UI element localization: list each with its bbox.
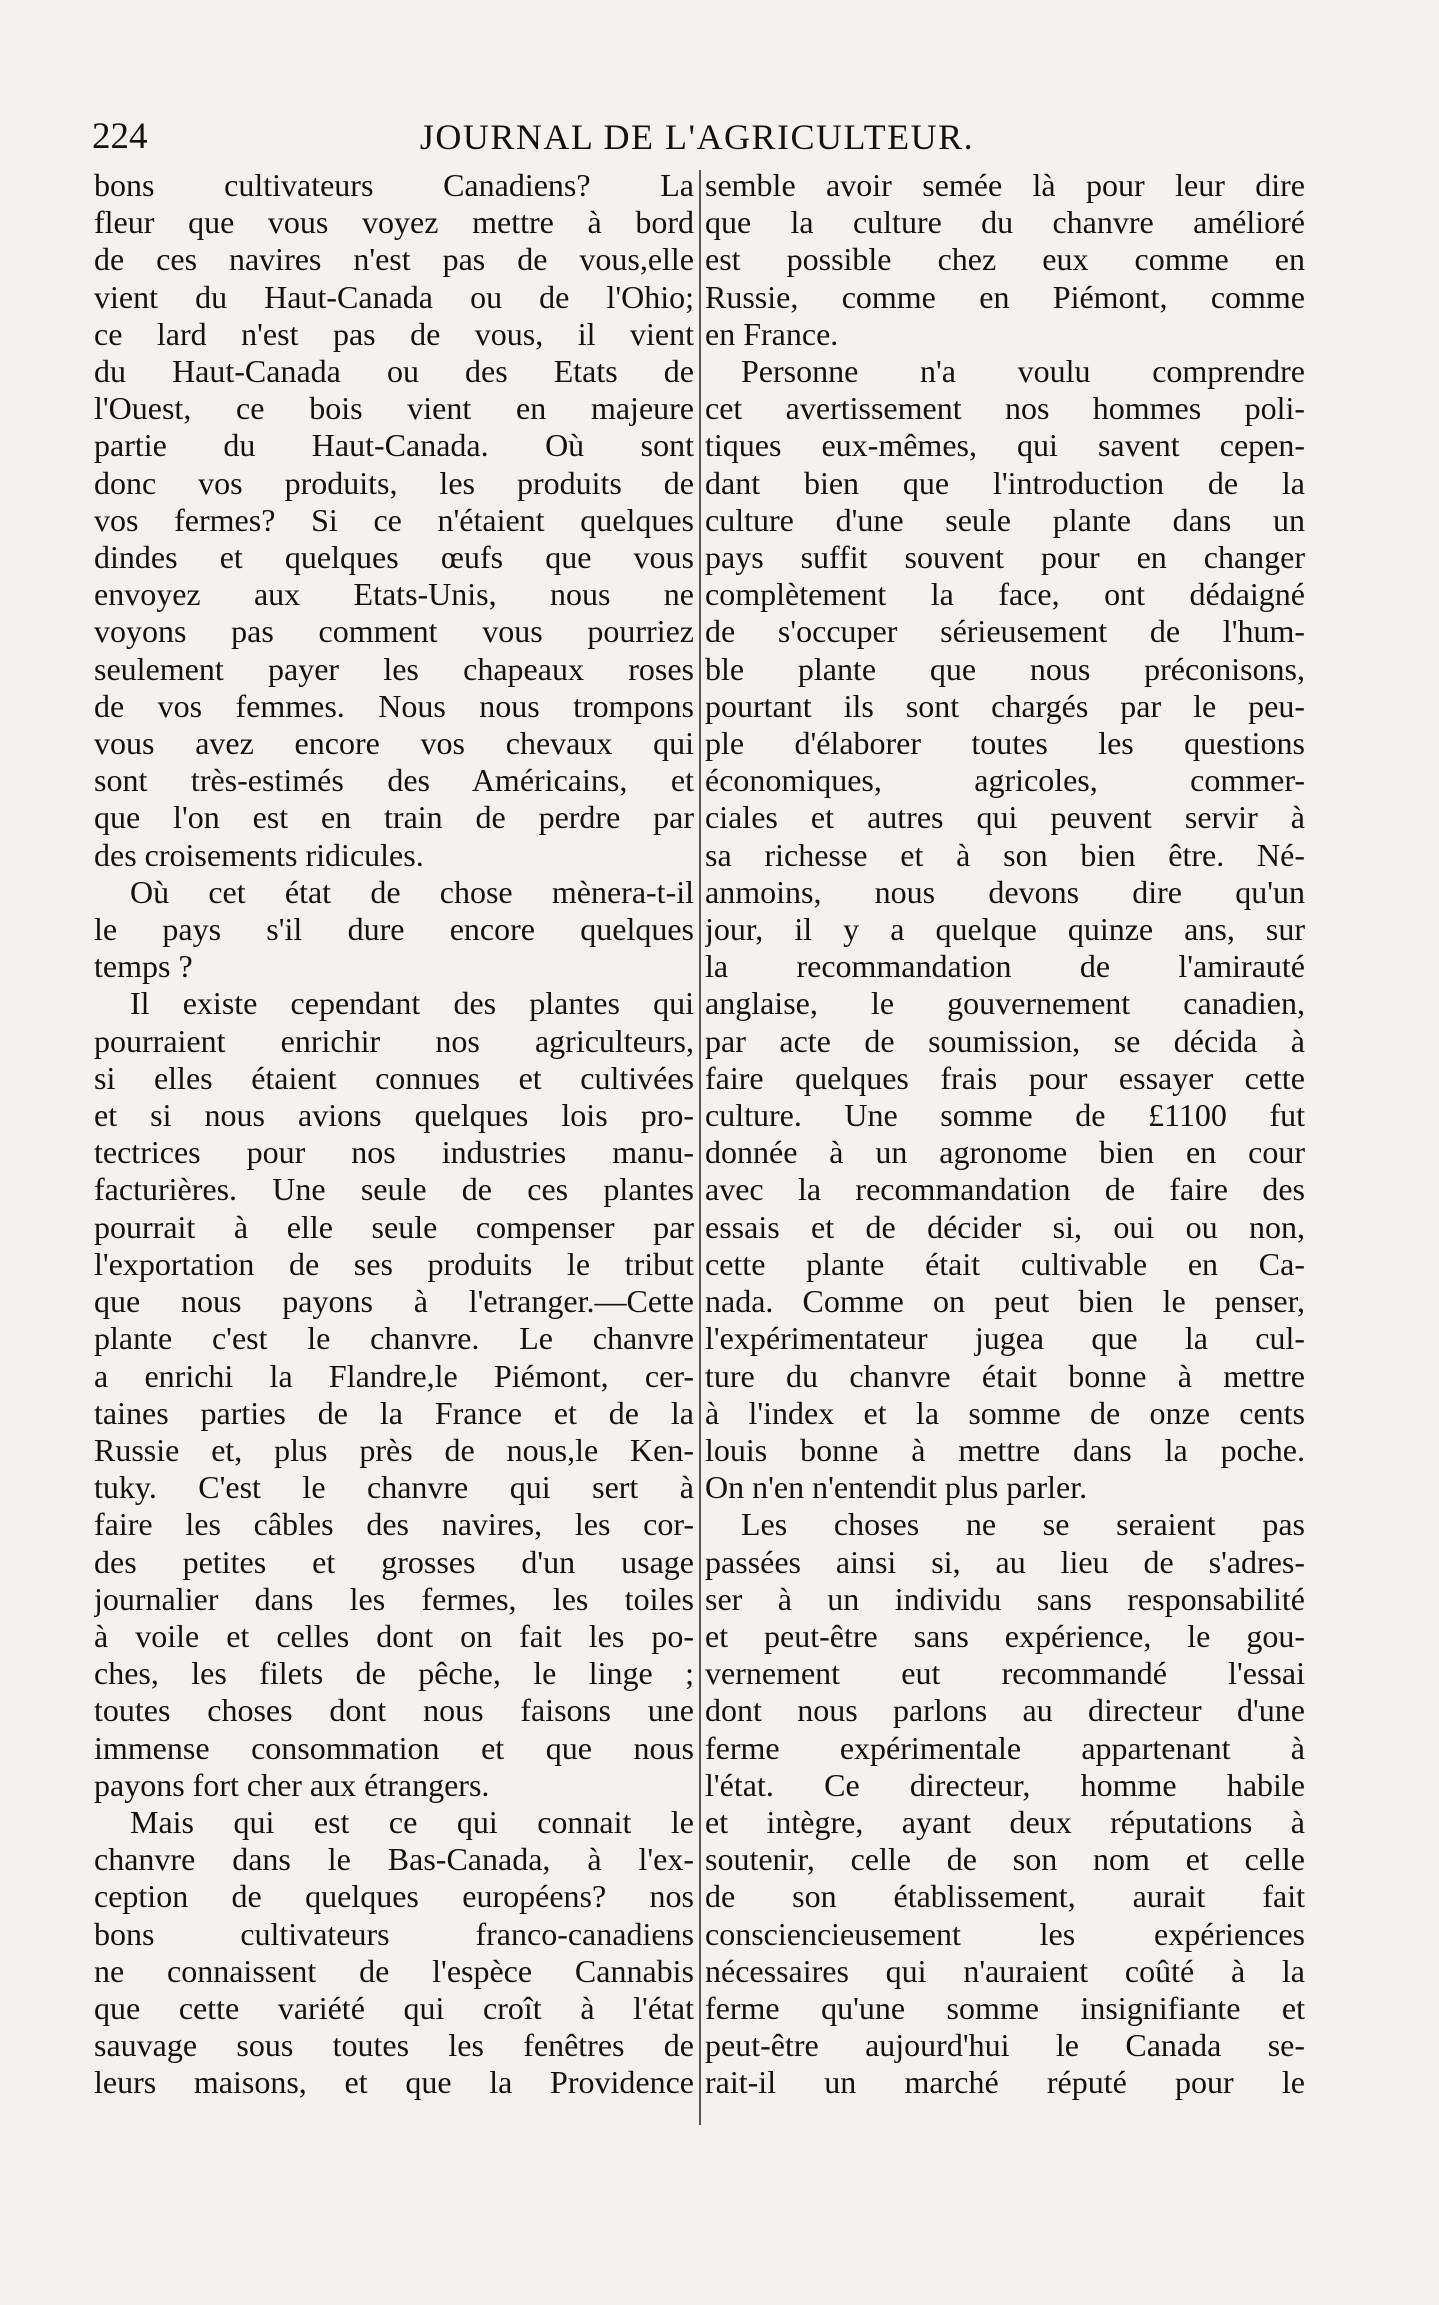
- text-line: pourraient enrichir nos agriculteurs,: [94, 1022, 694, 1059]
- text-line: nécessaires qui n'auraient coûté à la: [705, 1952, 1305, 1989]
- text-line: On n'en n'entendit plus parler.: [705, 1469, 1088, 1506]
- text-line: que la culture du chanvre amélioré: [705, 204, 1305, 241]
- text-line: pourtant ils sont chargés par le peu-: [705, 687, 1305, 724]
- text-line: à l'index et la somme de onze cents: [705, 1394, 1305, 1431]
- text-line: dindes et quelques œufs que vous: [94, 539, 694, 576]
- text-line: Personne n'a voulu comprendre: [741, 353, 1305, 390]
- text-line: Il existe cependant des plantes qui: [130, 985, 694, 1022]
- text-line: dont nous parlons au directeur d'une: [705, 1692, 1305, 1729]
- text-line: du Haut-Canada ou des Etats de: [94, 353, 694, 390]
- text-line: culture. Une somme de £1100 fut: [705, 1097, 1305, 1134]
- text-line: l'état. Ce directeur, homme habile: [705, 1766, 1305, 1803]
- text-line: soutenir, celle de son nom et celle: [705, 1841, 1305, 1878]
- text-line: ble plante que nous préconisons,: [705, 650, 1305, 687]
- text-line: économiques, agricoles, commer-: [705, 762, 1305, 799]
- text-line: et intègre, ayant deux réputations à: [705, 1803, 1305, 1840]
- text-line: semble avoir semée là pour leur dire: [705, 167, 1305, 203]
- text-line: ce lard n'est pas de vous, il vient: [94, 315, 694, 352]
- text-line: essais et de décider si, oui ou non,: [705, 1208, 1305, 1245]
- text-line: de son établissement, aurait fait: [705, 1878, 1305, 1915]
- text-line: leurs maisons, et que la Providence: [94, 2064, 694, 2101]
- text-line: ches, les filets de pêche, le linge ;: [94, 1655, 694, 1692]
- text-line: pays suffit souvent pour en changer: [705, 539, 1305, 576]
- text-line: passées ainsi si, au lieu de s'adres-: [705, 1543, 1305, 1580]
- text-line: de vos femmes. Nous nous trompons: [94, 687, 694, 724]
- text-line: que cette variété qui croît à l'état: [94, 1989, 694, 2026]
- text-line: facturières. Une seule de ces plantes: [94, 1171, 694, 1208]
- text-line: dant bien que l'introduction de la: [705, 464, 1305, 501]
- text-line: voyons pas comment vous pourriez: [94, 613, 694, 650]
- text-line: et peut-être sans expérience, le gou-: [705, 1617, 1305, 1654]
- text-line: l'exportation de ses produits le tribut: [94, 1245, 694, 1282]
- text-line: la recommandation de l'amirauté: [705, 948, 1305, 985]
- text-line: faire quelques frais pour essayer cette: [705, 1059, 1305, 1096]
- text-line: que l'on est en train de perdre par: [94, 799, 694, 836]
- text-line: de s'occuper sérieusement de l'hum-: [705, 613, 1305, 650]
- text-line: bons cultivateurs Canadiens? La: [94, 167, 694, 203]
- text-line: faire les câbles des navires, les cor-: [94, 1506, 694, 1543]
- text-line: avec la recommandation de faire des: [705, 1171, 1305, 1208]
- text-line: et si nous avions quelques lois pro-: [94, 1097, 694, 1134]
- text-line: est possible chez eux comme en: [705, 241, 1305, 278]
- text-line: que nous payons à l'etranger.—Cette: [94, 1283, 694, 1320]
- text-line: louis bonne à mettre dans la poche.: [705, 1431, 1305, 1468]
- text-line: complètement la face, ont dédaigné: [705, 576, 1305, 613]
- text-line: journalier dans les fermes, les toiles: [94, 1580, 694, 1617]
- text-line: ple d'élaborer toutes les questions: [705, 725, 1305, 762]
- text-line: toutes choses dont nous faisons une: [94, 1692, 694, 1729]
- page-number: 224: [92, 116, 148, 157]
- text-line: ne connaissent de l'espèce Cannabis: [94, 1952, 694, 1989]
- text-line: Russie et, plus près de nous,le Ken-: [94, 1431, 694, 1468]
- text-line: seulement payer les chapeaux roses: [94, 650, 694, 687]
- text-line: sont très-estimés des Américains, et: [94, 762, 694, 799]
- page-header: [92, 112, 1302, 162]
- text-line: ception de quelques européens? nos: [94, 1878, 694, 1915]
- text-line: anglaise, le gouvernement canadien,: [705, 985, 1305, 1022]
- text-line: jour, il y a quelque quinze ans, sur: [705, 911, 1305, 948]
- text-line: des petites et grosses d'un usage: [94, 1543, 694, 1580]
- text-line: en France.: [705, 315, 839, 352]
- text-line: le pays s'il dure encore quelques: [94, 911, 694, 948]
- text-line: Où cet état de chose mènera-t-il: [130, 873, 694, 910]
- text-line: l'Ouest, ce bois vient en majeure: [94, 390, 694, 427]
- text-line: partie du Haut-Canada. Où sont: [94, 427, 694, 464]
- text-line: à voile et celles dont on fait les po-: [94, 1617, 694, 1654]
- text-line: payons fort cher aux étrangers.: [94, 1766, 490, 1803]
- text-line: sauvage sous toutes les fenêtres de: [94, 2027, 694, 2064]
- text-line: plante c'est le chanvre. Le chanvre: [94, 1320, 694, 1357]
- text-line: culture d'une seule plante dans un: [705, 501, 1305, 538]
- text-line: ciales et autres qui peuvent servir à: [705, 799, 1305, 836]
- text-line: fleur que vous voyez mettre à bord: [94, 204, 694, 241]
- text-line: l'expérimentateur jugea que la cul-: [705, 1320, 1305, 1357]
- text-line: cette plante était cultivable en Ca-: [705, 1245, 1305, 1282]
- right-column: [705, 167, 1305, 2102]
- text-line: vos fermes? Si ce n'étaient quelques: [94, 501, 694, 538]
- text-line: a enrichi la Flandre,le Piémont, cer-: [94, 1357, 694, 1394]
- text-line: tectrices pour nos industries manu-: [94, 1134, 694, 1171]
- text-line: sa richesse et à son bien être. Né-: [705, 836, 1305, 873]
- column-divider: [699, 170, 701, 2125]
- text-line: Les choses ne se seraient pas: [741, 1506, 1305, 1543]
- text-line: chanvre dans le Bas-Canada, à l'ex-: [94, 1841, 694, 1878]
- left-column: [94, 167, 694, 2102]
- text-line: donnée à un agronome bien en cour: [705, 1134, 1305, 1171]
- text-line: envoyez aux Etats-Unis, nous ne: [94, 576, 694, 613]
- text-line: Mais qui est ce qui connait le: [130, 1803, 694, 1840]
- text-line: par acte de soumission, se décida à: [705, 1022, 1305, 1059]
- text-line: donc vos produits, les produits de: [94, 464, 694, 501]
- text-line: bons cultivateurs franco-canadiens: [94, 1915, 694, 1952]
- text-line: vernement eut recommandé l'essai: [705, 1655, 1305, 1692]
- text-line: ferme expérimentale appartenant à: [705, 1729, 1305, 1766]
- text-line: immense consommation et que nous: [94, 1729, 694, 1766]
- text-line: de ces navires n'est pas de vous,elle: [94, 241, 694, 278]
- text-line: nada. Comme on peut bien le penser,: [705, 1283, 1305, 1320]
- text-line: anmoins, nous devons dire qu'un: [705, 873, 1305, 910]
- text-line: des croisements ridicules.: [94, 836, 424, 873]
- text-line: ture du chanvre était bonne à mettre: [705, 1357, 1305, 1394]
- text-line: ferme qu'une somme insignifiante et: [705, 1989, 1305, 2026]
- text-line: ser à un individu sans responsabilité: [705, 1580, 1305, 1617]
- text-line: rait-il un marché réputé pour le: [705, 2064, 1305, 2101]
- text-line: temps ?: [94, 948, 193, 985]
- text-line: tuky. C'est le chanvre qui sert à: [94, 1469, 694, 1506]
- text-line: Russie, comme en Piémont, comme: [705, 278, 1305, 315]
- text-line: consciencieusement les expériences: [705, 1915, 1305, 1952]
- running-title: JOURNAL DE L'AGRICULTEUR.: [419, 117, 975, 157]
- text-line: cet avertissement nos hommes poli-: [705, 390, 1305, 427]
- text-line: vous avez encore vos chevaux qui: [94, 725, 694, 762]
- text-line: taines parties de la France et de la: [94, 1394, 694, 1431]
- text-line: vient du Haut-Canada ou de l'Ohio;: [94, 278, 694, 315]
- text-line: tiques eux-mêmes, qui savent cepen-: [705, 427, 1305, 464]
- text-line: si elles étaient connues et cultivées: [94, 1059, 694, 1096]
- text-line: peut-être aujourd'hui le Canada se-: [705, 2027, 1305, 2064]
- text-line: pourrait à elle seule compenser par: [94, 1208, 694, 1245]
